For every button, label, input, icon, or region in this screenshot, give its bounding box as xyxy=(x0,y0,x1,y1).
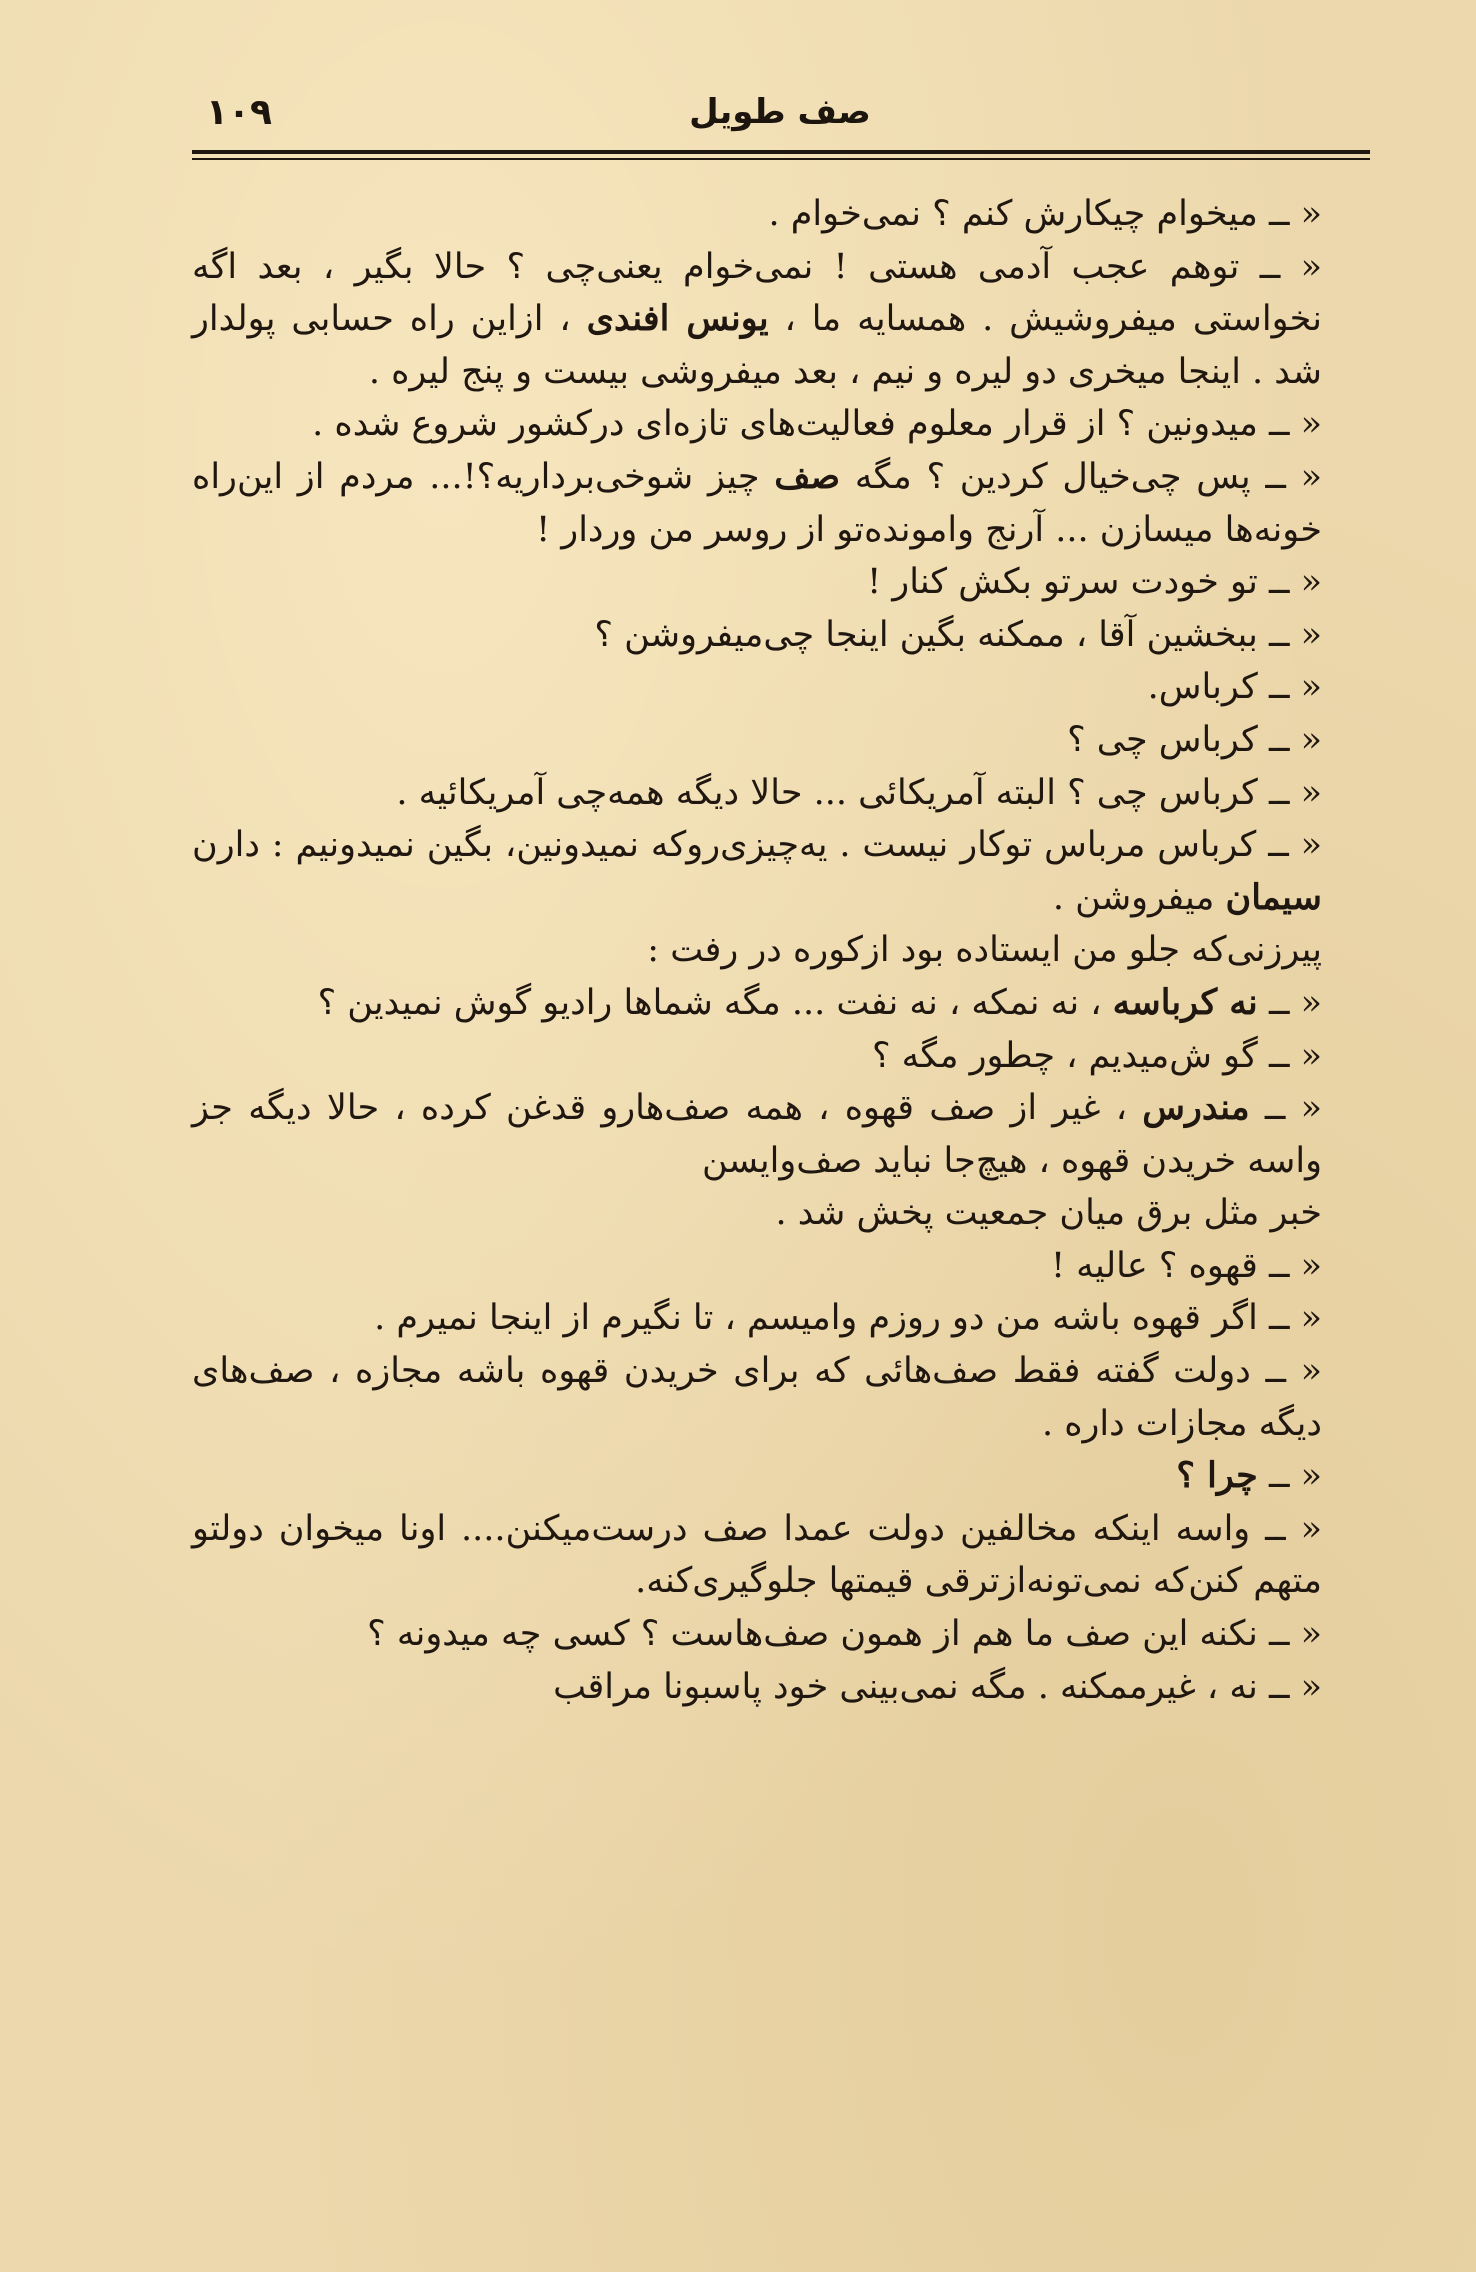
bold-name: مندرس xyxy=(1142,1087,1250,1129)
narration-line xyxy=(192,1187,1370,1240)
text-run: ، نه نمکه ، نه نفت ... مگه شماها رادیو گوش نمیدین ؟ xyxy=(317,982,1113,1023)
bold-word: صف xyxy=(774,455,841,497)
dialogue-line xyxy=(192,1503,1370,1608)
header-rule-thin xyxy=(192,158,1370,160)
text-run: ، غیر از صف قهوه ، همه صف‌هارو قدغن کرده ، حالا دیگه جز واسه خریدن قهوه ، هیچ‌جا نباید صف‌وایسن xyxy=(192,1088,1322,1181)
running-title: صف طویل xyxy=(689,92,871,132)
dialogue-line xyxy=(192,241,1370,399)
dialogue-line xyxy=(192,1345,1370,1450)
dialogue-line xyxy=(192,977,1370,1030)
bold-phrase: چرا ؟ xyxy=(1176,1455,1258,1497)
dialogue-line xyxy=(192,556,1370,609)
dialogue-line xyxy=(192,398,1370,451)
text-run: « ــ کرباس مرباس توکار نیست . یه‌چیزی‌روکه نمیدونین، بگین نمیدونیم : دارن xyxy=(192,825,1322,866)
text-run: « ــ xyxy=(1257,1456,1322,1497)
text-run: « ــ xyxy=(1257,982,1322,1023)
dialogue-line xyxy=(192,188,1370,241)
dialogue-line xyxy=(192,451,1370,556)
header-rule-thick xyxy=(192,150,1370,154)
dialogue-line xyxy=(192,1661,1370,1714)
text-run: میفروشن . xyxy=(1052,877,1226,918)
text-run: « ــ میدونین ؟ از قرار معلوم فعالیت‌های تازه‌ای درکشور شروع شده . xyxy=(312,404,1322,445)
dialogue-line xyxy=(192,714,1370,767)
text-run: « ــ کرباس چی ؟ البته آمریکائی ... حالا دیگه همه‌چی آمریکائیه . xyxy=(396,772,1322,813)
dialogue-line xyxy=(192,1608,1370,1661)
body-text xyxy=(192,188,1370,1713)
dialogue-line xyxy=(192,609,1370,662)
text-run: « ــ توهم عجب آدمی هستی ! نمی‌خوام یعنی‌چی ؟ حالا بگیر ، بعد اگه نخواستی میفروشیش . همسایه ما ، xyxy=(192,246,1323,340)
text-run: « ــ پس چی‌خیال کردین ؟ مگه xyxy=(840,456,1323,497)
bold-word: سیمان xyxy=(1225,876,1322,918)
text-run: « ــ نه ، غیرممکنه . مگه نمی‌بینی خود پاسبونا مراقب xyxy=(553,1666,1322,1707)
bold-name: یونس افندی xyxy=(586,298,769,340)
dialogue-line xyxy=(192,1240,1370,1293)
text-run: « ــ واسه اینکه مخالفین دولت عمدا صف درست‌میکنن.... اونا میخوان دولتو متهم کنن‌که نمی‌تونه‌ازترقی قیمتها جلوگیری‌کنه. xyxy=(192,1508,1322,1602)
dialogue-line xyxy=(192,661,1370,714)
text-run: « ــ کرباس چی ؟ xyxy=(1067,719,1322,760)
text-run: « ــ xyxy=(1249,1088,1322,1129)
text-run: پیرزنی‌که جلو من ایستاده بود ازکوره در رفت : xyxy=(647,930,1322,971)
dialogue-line xyxy=(192,1082,1370,1187)
page-number: ۱۰۹ xyxy=(206,92,272,133)
text-run: « ــ ببخشین آقا ، ممکنه بگین اینجا چی‌میفروشن ؟ xyxy=(594,614,1322,655)
narration-line xyxy=(192,924,1370,977)
dialogue-line xyxy=(192,819,1370,924)
text-run: چیز شوخی‌برداریه؟!... مردم از این‌راه خونه‌ها میسازن ... آرنج وامونده‌تو از روسر من وردار ! xyxy=(192,456,1322,550)
text-run: « ــ تو خودت سرتو بکش کنار ! xyxy=(867,562,1322,603)
text-run: « ــ قهوه ؟ عالیه ! xyxy=(1050,1245,1322,1286)
text-run: « ــ اگر قهوه باشه من دو روزم وامیسم ، تا نگیرم از اینجا نمیرم . xyxy=(374,1298,1322,1339)
dialogue-line xyxy=(192,1030,1370,1083)
text-run: ، ازاین راه حسابی پولدار شد . اینجا میخری دو لیره و نیم ، بعد میفروشی بیست و پنج لیره . xyxy=(192,299,1322,392)
text-run: « ــ کرباس. xyxy=(1147,667,1322,708)
dialogue-line xyxy=(192,1292,1370,1345)
page-header xyxy=(190,92,1370,142)
text-run: « ــ گو ش‌میدیم ، چطور مگه ؟ xyxy=(871,1035,1322,1076)
text-run: « ــ دولت گفته فقط صف‌هائی که برای خریدن قهوه باشه مجازه ، صف‌های دیگه مجازات داره . xyxy=(192,1351,1322,1444)
dialogue-line xyxy=(192,1450,1370,1503)
text-run: « ــ نکنه این صف ما هم از همون صف‌هاست ؟ کسی چه میدونه ؟ xyxy=(367,1614,1322,1655)
bold-phrase: نه کرباسه xyxy=(1112,981,1258,1023)
text-run: خبر مثل برق میان جمعیت پخش شد . xyxy=(775,1193,1322,1234)
dialogue-line xyxy=(192,767,1370,820)
text-run: « ــ میخوام چیکارش کنم ؟ نمی‌خوام . xyxy=(768,194,1322,234)
